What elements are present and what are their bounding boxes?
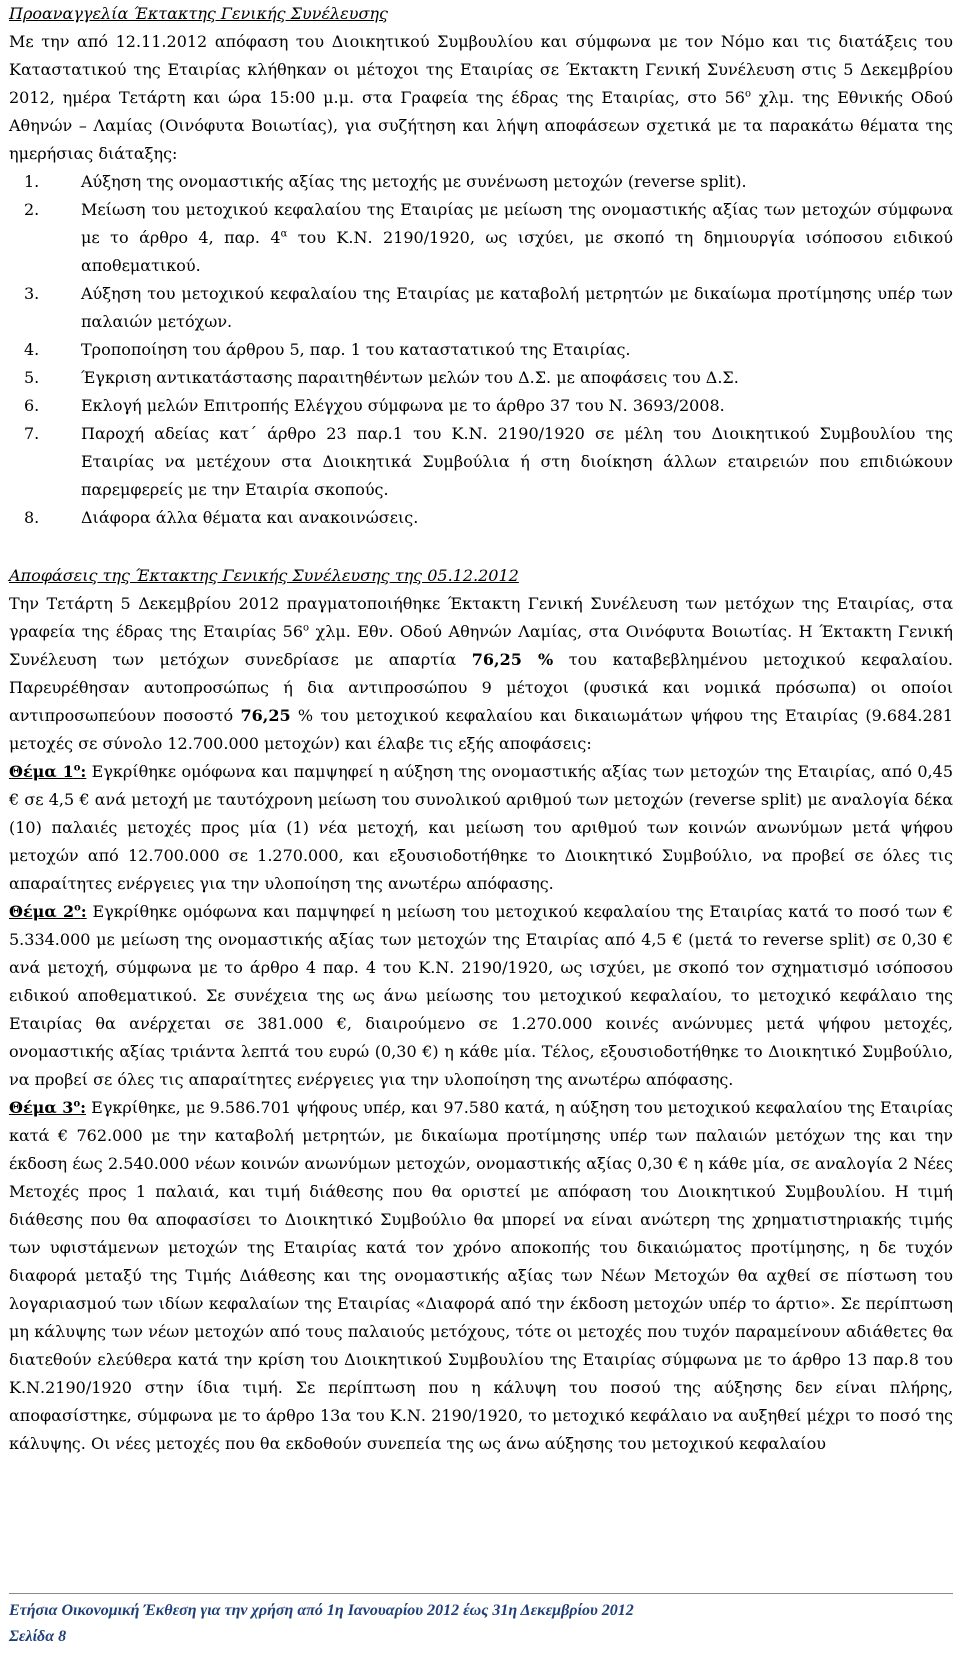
announcement-intro: Με την από 12.11.2012 απόφαση του Διοικητικού Συμβουλίου και σύμφωνα με τον Νόμο και τις διατάξεις του Καταστατικού της Εταιρίας κλήθηκαν οι μέτοχοι της Εταιρίας σε Έκτακτη Γενική Συνέλευση στις 5 Δεκεμβρίου 2012, ημέρα Τετάρτη και ώρα 15:00 μ.μ. στα Γραφεία της έδρας της Εταιρίας, στο $56^o$ χλμ. της Εθνικής Οδού Αθηνών – Λαμίας (Οινόφυτα Βοιωτίας), για συζήτηση και λήψη αποφάσεων σχετικά με τα παρακάτω θέματα της ημερήσιας διάταξης: (9, 32, 954, 163)
theme-label: Θέμα $3^o$: (9, 1098, 87, 1117)
agenda-list (9, 168, 953, 532)
report-title: Ετήσια Οικονομική Έκθεση για την χρήση από 1η Ιανουαρίου 2012 έως 31η Δεκεμβρίου 2012 (9, 1602, 634, 1619)
announcement-title: Προαναγγελία Έκτακτης Γενικής Συνέλευσης (9, 4, 388, 23)
decision-theme-1: Θέμα $1^o$: Εγκρίθηκε ομόφωνα και παμψηφεί η αύξηση της ονομαστικής αξίας των μετοχών της Εταιρίας, από 0,45 € σε 4,5 € ανά μετοχή με ταυτόχρονη μείωση του συνολικού αριθμού των μετοχών (reverse split) με αναλογία δέκα (10) παλαιές μετοχές προς μία (1) νέα μετοχή, και μείωση του αριθμού των κοινών ανωνύμων μετά ψήφου μετοχών από 12.700.000 σε 1.270.000, και εξουσιοδοτήθηκε το Διοικητικό Συμβούλιο, να προβεί σε όλες τις απαραίτητες ενέργειες για την υλοποίηση της ανωτέρω απόφασης. (9, 762, 954, 893)
agenda-item: 7. Παροχή αδείας κατ΄ άρθρο 23 παρ.1 του Κ.Ν. 2190/1920 σε μέλη του Διοικητικού Συμβουλίου της Εταιρίας να μετέχουν στα Διοικητικά Συμβούλια ή στη διοίκηση άλλων εταιρειών που επιδιώκουν παρεμφερείς με την Εταιρία σκοπούς. (24, 424, 953, 499)
agenda-item: 8. Διάφορα άλλα θέματα και ανακοινώσεις. (24, 508, 419, 527)
page-number: Σελίδα 8 (9, 1628, 67, 1645)
agenda-item: 5. Έγκριση αντικατάστασης παραιτηθέντων μελών του Δ.Σ. με αποφάσεις του Δ.Σ. (24, 368, 739, 387)
agenda-item: 3. Αύξηση του μετοχικού κεφαλαίου της Εταιρίας με καταβολή μετρητών με δικαίωμα προτίμησης υπέρ των παλαιών μετόχων. (24, 284, 953, 331)
theme-label: Θέμα $1^o$: (9, 762, 87, 781)
footer-divider (9, 1593, 953, 1594)
agenda-item: 1. Αύξηση της ονομαστικής αξίας της μετοχής με συνένωση μετοχών (reverse split). (24, 172, 747, 191)
theme-label: Θέμα $2^o$: (9, 902, 87, 921)
decision-theme-2: Θέμα $2^o$: Εγκρίθηκε ομόφωνα και παμψηφεί η μείωση του μετοχικού κεφαλαίου της Εταιρίας κατά το ποσό των € 5.334.000 με μείωση της ονομαστικής αξίας των μετοχών της Εταιρίας από 4,5 € (μετά το reverse split) σε 0,30 € ανά μετοχή, σύμφωνα με το άρθρο 4 παρ. 4 του Κ.Ν. 2190/1920, ως ισχύει, με σκοπό τον σχηματισμό ισόποσου ειδικού αποθεματικού. Σε συνέχεια της ως άνω μείωσης του μετοχικού κεφαλαίου, το μετοχικό κεφάλαιο της Εταιρίας θα ανέρχεται σε 381.000 €, διαιρούμενο σε 1.270.000 κοινές ανώνυμες μετά ψήφου μετοχές, ονομαστικής αξίας τριάντα λεπτά του ευρώ (0,30 €) η κάθε μία. Τέλος, εξουσιοδοτήθηκε το Διοικητικό Συμβούλιο, να προβεί σε όλες τις απαραίτητες ενέργειες για την υλοποίηση της ανωτέρω απόφασης. (9, 902, 953, 1089)
agenda-item: 2. Μείωση του μετοχικού κεφαλαίου της Εταιρίας με μείωση της ονομαστικής αξίας των μετοχών σύμφωνα με το άρθρο 4, παρ. $4^\alpha$ του Κ.Ν. 2190/1920, ως ισχύει, με σκοπό τη δημιουργία ισόποσου ειδικού αποθεματικού. (24, 200, 953, 275)
decisions-intro: Την Τετάρτη 5 Δεκεμβρίου 2012 πραγματοποιήθηκε Έκτακτη Γενική Συνέλευση των μετόχων της Εταιρίας, στα γραφεία της έδρας της Εταιρίας $56^o$ χλμ. Εθν. Οδού Αθηνών Λαμίας, στα Οινόφυτα Βοιωτίας. Η Έκτακτη Γενική Συνέλευση των μετόχων συνεδρίασε με απαρτία 76,25 % του καταβεβλημένου μετοχικού κεφαλαίου. Παρευρέθησαν αυτοπροσώπως ή δια αντιπροσώπου 9 μέτοχοι (φυσικά και νομικά πρόσωπα) οι οποίοι αντιπροσωπεύουν ποσοστό 76,25 % του μετοχικού κεφαλαίου και δικαιωμάτων ψήφου της Εταιρίας (9.684.281 μετοχές σε σύνολο 12.700.000 μετοχών) και έλαβε τις εξής αποφάσεις: (9, 594, 954, 753)
document-page (9, 0, 953, 1458)
decisions-title: Αποφάσεις της Έκτακτης Γενικής Συνέλευσης της 05.12.2012 (9, 566, 519, 585)
agenda-item: 4. Τροποποίηση του άρθρου 5, παρ. 1 του καταστατικού της Εταιρίας. (24, 340, 631, 359)
agenda-item: 6. Εκλογή μελών Επιτροπής Ελέγχου σύμφωνα με το άρθρο 37 του Ν. 3693/2008. (24, 396, 725, 415)
decision-theme-3: Θέμα $3^o$: Εγκρίθηκε, με 9.586.701 ψήφους υπέρ, και 97.580 κατά, η αύξηση του μετοχικού κεφαλαίου της Εταιρίας κατά € 762.000 με την καταβολή μετρητών, με δικαίωμα προτίμησης υπέρ των παλαιών μετόχων της και την έκδοση έως 2.540.000 νέων κοινών ανωνύμων μετοχών, ονομαστικής αξίας 0,30 € η κάθε μία, σε αναλογία 2 Νέες Μετοχές προς 1 παλαιά, και τιμή διάθεσης που θα οριστεί με απόφαση του Διοικητικού Συμβουλίου. Η τιμή διάθεσης που θα αποφασίσει το Διοικητικό Συμβούλιο θα μπορεί να είναι ανώτερη της χρηματιστηριακής τιμής των υφιστάμενων μετοχών της Εταιρίας κατά τον χρόνο αποκοπής του δικαιώματος προτίμησης, η δε τυχόν διαφορά μεταξύ της Τιμής Διάθεσης και της ονομαστικής αξίας των Νέων Μετοχών θα αχθεί σε πίστωση του λογαριασμού των ιδίων κεφαλαίων της Εταιρίας «Διαφορά από την έκδοση μετοχών υπέρ το άρτιο». Σε περίπτωση μη κάλυψης των νέων μετοχών από τους παλαιούς μετόχους, τότε οι μετοχές που τυχόν παραμείνουν αδιάθετες θα διατεθούν ελεύθερα κατά την κρίση του Διοικητικού Συμβουλίου της Εταιρίας σύμφωνα με το άρθρο 13 παρ.8 του Κ.Ν.2190/1920 στην ίδια τιμή. Σε περίπτωση που η κάλυψη του ποσού της αύξησης δεν είναι πλήρης, αποφασίστηκε, σύμφωνα με το άρθρο 13α του Κ.Ν. 2190/1920, το μετοχικό κεφάλαιο να αυξηθεί μέχρι το ποσό της κάλυψης. Οι νέες μετοχές που θα εκδοθούν συνεπεία της ως άνω αύξησης του μετοχικού κεφαλαίου (9, 1098, 953, 1453)
page-footer (9, 1593, 953, 1650)
